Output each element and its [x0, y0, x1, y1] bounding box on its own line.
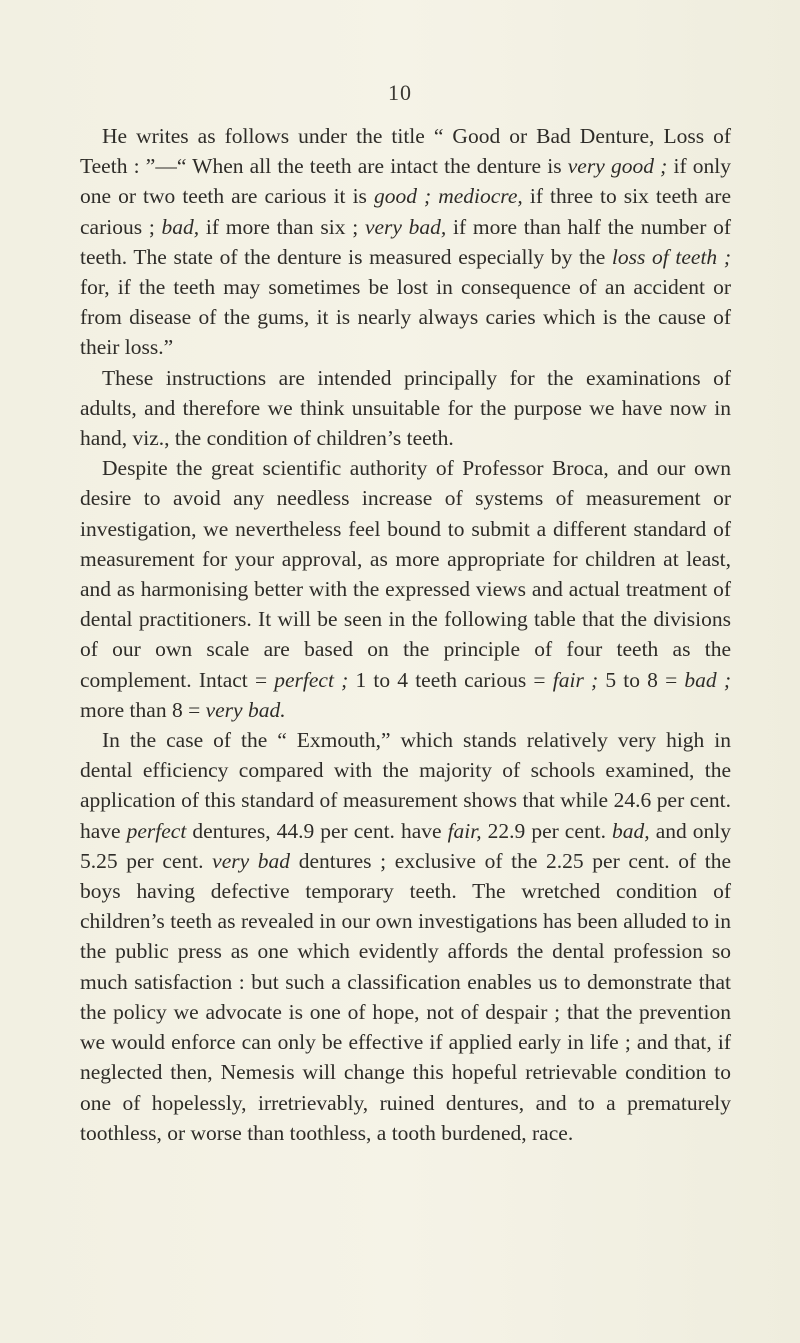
page-number: 10 [388, 80, 412, 105]
italic-text: perfect ; [274, 667, 349, 692]
italic-text: very bad, [364, 214, 447, 239]
paragraph [80, 363, 731, 454]
text-run: if more than six ; [199, 214, 365, 239]
italic-text: bad, [612, 818, 650, 843]
text-run: more than 8 = [80, 697, 206, 722]
italic-text: good ; mediocre, [373, 184, 523, 209]
text-run: 1 to 4 teeth carious = [348, 667, 553, 692]
paragraph [80, 453, 731, 725]
italic-text: very bad [212, 848, 291, 873]
italic-text: bad, [161, 214, 200, 239]
text-run: 5 to 8 = [598, 667, 685, 692]
italic-text: very good ; [567, 154, 668, 179]
text-run: In the case of the “ Exmouth,” which stands relatively very high in dental efficiency compared with the majority of schools examined, the application of this standard of measurement shows that while 24.6 per cent. have [80, 728, 731, 843]
italic-text: fair, [447, 818, 482, 843]
text-run: if only one or two teeth are carious it is [80, 154, 732, 209]
paragraph [80, 121, 731, 363]
text-run: if more than half the number of teeth. The state of the denture is measured especially by the [80, 214, 732, 269]
italic-text: very bad. [205, 697, 286, 722]
italic-text: bad ; [684, 667, 731, 692]
text-run: if three to six teeth are carious ; [80, 184, 732, 239]
italic-text: fair ; [552, 667, 599, 692]
italic-text: loss of teeth ; [611, 244, 731, 269]
text-run: Despite the great scientific authority of Professor Broca, and our own desire to avoid any needless increase of systems of measurement or investigation, we nevertheless feel bound to submit a different standard of measurement for your approval, as more appropriate for children at least, and as harmonising better with the expressed views and actual treatment of dental practitioners. It will be seen in the following table that the divisions of our own scale are based on the principle of four teeth as the complement. Intact = [80, 456, 731, 692]
paragraph [80, 725, 731, 1148]
italic-text: perfect [126, 818, 187, 843]
text-run: for, if the teeth may sometimes be lost in consequence of an accident or from disease of the gums, it is nearly always caries which is the cause of their loss.” [80, 275, 731, 360]
text-run: He writes as follows under the title “ Good or Bad Denture, Loss of Teeth : ”—“ When all the teeth are intact the denture is [80, 124, 731, 179]
text-run: 22.9 per cent. [481, 818, 613, 843]
text-run: and only 5.25 per cent. [80, 818, 731, 873]
text-run: dentures, 44.9 per cent. have [186, 818, 448, 843]
text-run: dentures ; exclusive of the 2.25 per cent. of the boys having defective temporary teeth. The wretched condition of children’s teeth as revealed in our own investigations has been alluded to in the public press as one which evidently affords the dental profession so much satisfaction : but such a classification enables us to demonstrate that the policy we advocate is one of hope, not of despair ; that the prevention we would enforce can only be effective if applied early in life ; and that, if neglected then, Nemesis will change this hopeful retrievable condition to one of hopelessly, irretrievably, ruined dentures, and to a prematurely toothless, or worse than toothless, a tooth burdened, race. [80, 848, 732, 1145]
body-text [80, 121, 731, 1148]
text-run: These instructions are intended principally for the examinations of adults, and therefore we think unsuitable for the purpose we have now in hand, viz., the condition of children’s teeth. [80, 365, 731, 451]
